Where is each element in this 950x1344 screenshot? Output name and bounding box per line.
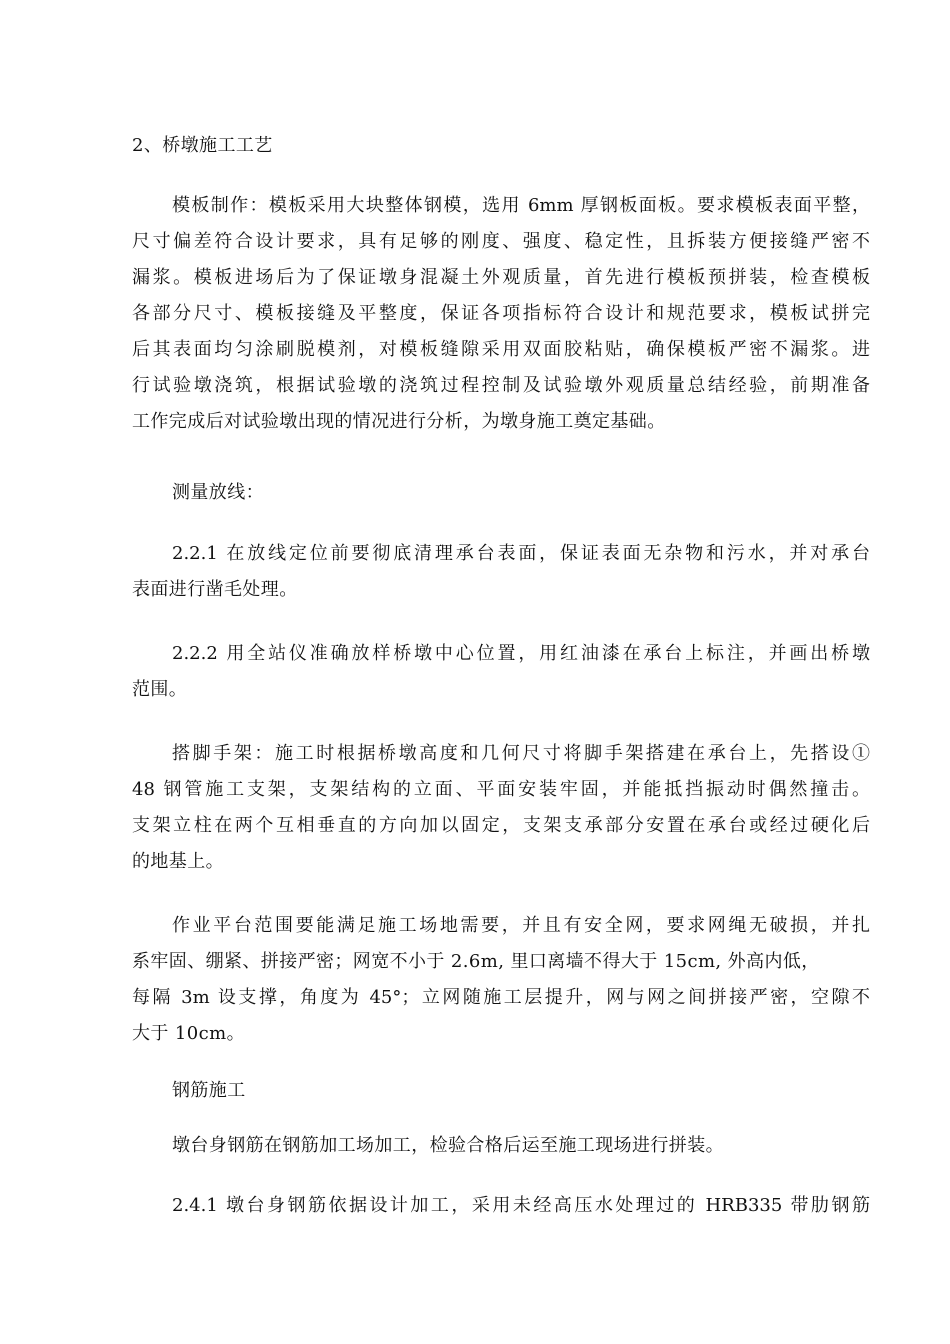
rebar-intro: 墩台身钢筋在钢筋加工场加工，检验合格后运至施工现场进行拼装。 bbox=[172, 1135, 724, 1156]
survey-222-line-1: 2.2.2 用全站仪准确放样桥墩中心位置，用红油漆在承台上标注，并画出桥墩 bbox=[172, 643, 870, 664]
scaffold-line-4: 的地基上。 bbox=[132, 851, 224, 872]
formwork-line-4: 各部分尺寸、模板接缝及平整度，保证各项指标符合设计和规范要求，模板试拼完 bbox=[132, 303, 870, 324]
survey-221-line-2: 表面进行凿毛处理。 bbox=[132, 579, 298, 600]
formwork-line-3: 漏浆。模板进场后为了保证墩身混凝土外观质量，首先进行模板预拼装，检查模板 bbox=[132, 267, 870, 288]
survey-heading: 测量放线： bbox=[172, 482, 264, 503]
formwork-line-1: 模板制作：模板采用大块整体钢模，选用 6mm 厚钢板面板。要求模板表面平整， bbox=[172, 195, 870, 216]
scaffold-line-3: 支架立柱在两个互相垂直的方向加以固定，支架支承部分安置在承台或经过硬化后 bbox=[132, 815, 870, 836]
formwork-line-2: 尺寸偏差符合设计要求，具有足够的刚度、强度、稳定性，且拆装方便接缝严密不 bbox=[132, 231, 870, 252]
platform-line-3: 每隔 3m 设支撑，角度为 45°；立网随施工层提升，网与网之间拼接严密，空隙不 bbox=[132, 987, 870, 1008]
platform-line-1: 作业平台范围要能满足施工场地需要，并且有安全网，要求网绳无破损，并扎 bbox=[172, 915, 870, 936]
rebar-241-line-1: 2.4.1 墩台身钢筋依据设计加工，采用未经高压水处理过的 HRB335 带肋钢筋 bbox=[172, 1195, 870, 1216]
platform-line-4: 大于 10cm。 bbox=[132, 1023, 245, 1044]
formwork-line-7: 工作完成后对试验墩出现的情况进行分析，为墩身施工奠定基础。 bbox=[132, 411, 666, 432]
scaffold-line-2: 48 钢管施工支架，支架结构的立面、平面安装牢固，并能抵挡振动时偶然撞击。 bbox=[132, 779, 870, 800]
platform-line-2: 系牢固、绷紧、拼接严密；网宽不小于 2.6m, 里口离墙不得大于 15cm, 外高内低， bbox=[132, 951, 820, 972]
scaffold-line-1: 搭脚手架：施工时根据桥墩高度和几何尺寸将脚手架搭建在承台上，先搭设① bbox=[172, 743, 870, 764]
formwork-line-5: 后其表面均匀涂刷脱模剂，对模板缝隙采用双面胶粘贴，确保模板严密不漏浆。进 bbox=[132, 339, 870, 360]
section-heading: 2、桥墩施工工艺 bbox=[132, 135, 273, 156]
survey-221-line-1: 2.2.1 在放线定位前要彻底清理承台表面，保证表面无杂物和污水，并对承台 bbox=[172, 543, 870, 564]
formwork-line-6: 行试验墩浇筑，根据试验墩的浇筑过程控制及试验墩外观质量总结经验，前期准备 bbox=[132, 375, 870, 396]
rebar-heading: 钢筋施工 bbox=[172, 1080, 246, 1101]
survey-222-line-2: 范围。 bbox=[132, 679, 188, 700]
